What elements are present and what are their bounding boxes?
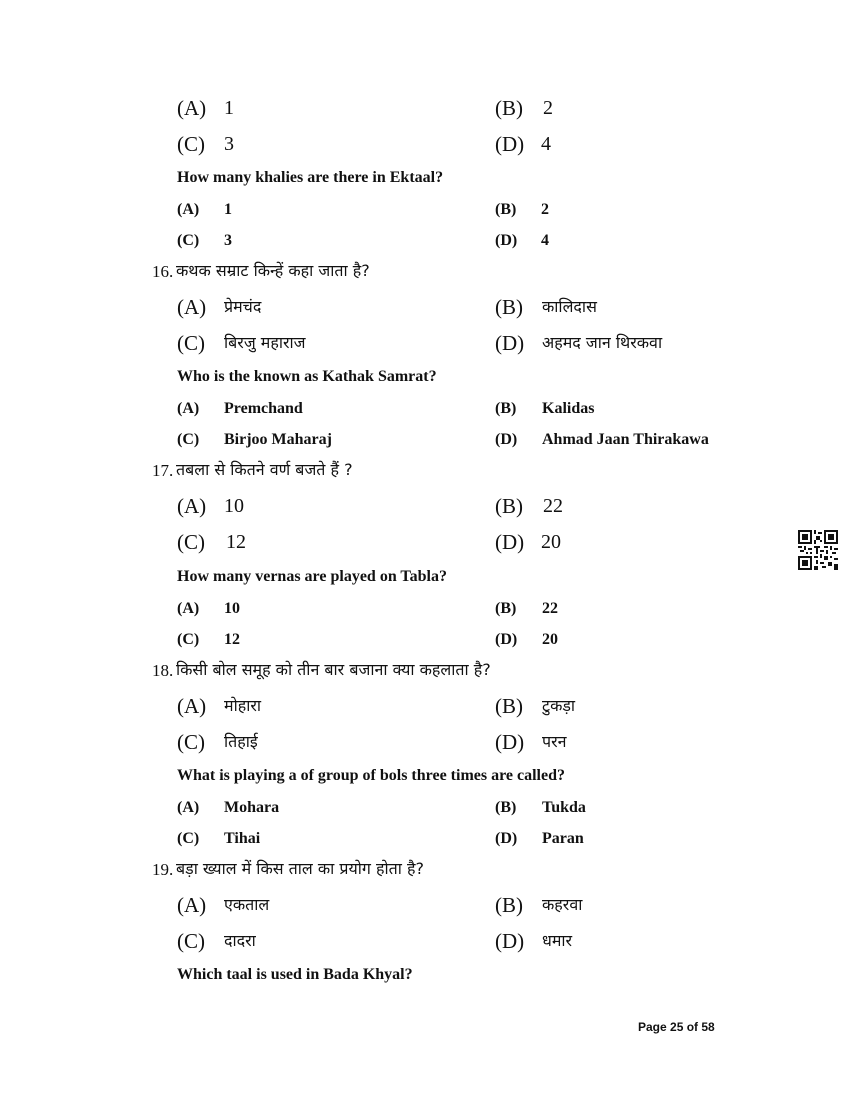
q18-en-option-a-text: Mohara xyxy=(224,799,280,816)
q18-en-option-d-text: Paran xyxy=(542,830,584,847)
q18-en-option-c-label: (C) xyxy=(177,830,200,847)
q19-hi-option-d-label: (D) xyxy=(495,929,525,953)
q16-question-hi: कथक सम्राट किन्हें कहा जाता है? xyxy=(176,261,370,280)
q16-en-option-d-text: Ahmad Jaan Thirakawa xyxy=(542,431,709,448)
q16-en-option-b-text: Kalidas xyxy=(542,400,595,417)
q15-hi-option-c-label: (C) xyxy=(177,132,205,156)
q17-hi-option-a-label: (A) xyxy=(177,494,207,518)
q17-hi-option-d-label: (D) xyxy=(495,530,525,554)
q17-en-option-a-label: (A) xyxy=(177,600,200,617)
q18-en-option-b-label: (B) xyxy=(495,799,517,816)
q19-hi-option-c-text: दादरा xyxy=(224,931,256,950)
q16-hi-option-a-label: (A) xyxy=(177,295,207,319)
q19-number: 19. xyxy=(152,860,174,879)
q17-en-option-c-text: 12 xyxy=(224,631,240,648)
q18-hi-option-a-text: मोहारा xyxy=(224,696,262,715)
q18-hi-option-b-text: टुकड़ा xyxy=(542,696,576,715)
q15-en-option-d-text: 4 xyxy=(541,232,549,249)
q18-hi-option-c-label: (C) xyxy=(177,730,205,754)
q17-en-option-b-text: 22 xyxy=(542,600,558,617)
q15-hi-option-a-text: 1 xyxy=(224,97,234,119)
q15-en-option-b-text: 2 xyxy=(541,201,549,218)
q19-hi-option-c-label: (C) xyxy=(177,929,205,953)
q17-en-option-a-text: 10 xyxy=(224,600,240,617)
q17-en-option-c-label: (C) xyxy=(177,631,200,648)
q16-hi-option-a-text: प्रेमचंद xyxy=(224,297,262,316)
q18-hi-option-d-label: (D) xyxy=(495,730,525,754)
q17-hi-option-c-text: 12 xyxy=(226,531,246,553)
q16-number: 16. xyxy=(152,262,174,281)
q15-en-option-a-label: (A) xyxy=(177,201,200,218)
q18-hi-option-d-text: परन xyxy=(542,732,567,751)
q19-hi-option-b-label: (B) xyxy=(495,893,523,917)
q17-hi-option-c-label: (C) xyxy=(177,530,205,554)
q18-en-option-b-text: Tukda xyxy=(542,799,586,816)
q18-question-en: What is playing a of group of bols three times are called? xyxy=(177,767,565,784)
q19-hi-option-a-text: एकताल xyxy=(224,895,270,914)
q15-hi-option-c-text: 3 xyxy=(224,133,234,155)
q17-hi-option-b-text: 22 xyxy=(543,495,563,517)
q15-hi-option-b-text: 2 xyxy=(543,97,553,119)
q16-hi-option-b-label: (B) xyxy=(495,295,523,319)
q15-en-option-d-label: (D) xyxy=(495,232,518,249)
q16-hi-option-d-text: अहमद जान थिरकवा xyxy=(542,333,663,352)
q15-en-option-c-text: 3 xyxy=(224,232,232,249)
q16-en-option-a-text: Premchand xyxy=(224,400,303,417)
q18-hi-option-a-label: (A) xyxy=(177,694,207,718)
q16-en-option-c-text: Birjoo Maharaj xyxy=(224,431,332,448)
q16-hi-option-d-label: (D) xyxy=(495,331,525,355)
q17-number: 17. xyxy=(152,461,174,480)
q18-en-option-c-text: Tihai xyxy=(224,830,261,847)
q16-question-en: Who is the known as Kathak Samrat? xyxy=(177,368,437,385)
q15-hi-option-b-label: (B) xyxy=(495,96,523,120)
q15-en-option-a-text: 1 xyxy=(224,201,232,218)
q16-en-option-a-label: (A) xyxy=(177,400,200,417)
page-number: Page 25 of 58 xyxy=(638,1020,715,1034)
q16-en-option-c-label: (C) xyxy=(177,431,200,448)
q16-hi-option-c-text: बिरजु महाराज xyxy=(224,333,306,352)
q18-number: 18. xyxy=(152,661,174,680)
q19-question-en: Which taal is used in Bada Khyal? xyxy=(177,966,413,983)
q17-question-en: How many vernas are played on Tabla? xyxy=(177,568,447,585)
q17-hi-option-d-text: 20 xyxy=(541,531,561,553)
q19-hi-option-a-label: (A) xyxy=(177,893,207,917)
q16-en-option-b-label: (B) xyxy=(495,400,517,417)
q16-en-option-d-label: (D) xyxy=(495,431,518,448)
q15-en-option-b-label: (B) xyxy=(495,201,517,218)
q17-hi-option-a-text: 10 xyxy=(224,495,244,517)
q17-hi-option-b-label: (B) xyxy=(495,494,523,518)
q17-en-option-b-label: (B) xyxy=(495,600,517,617)
q18-en-option-d-label: (D) xyxy=(495,830,518,847)
q19-hi-option-b-text: कहरवा xyxy=(542,895,583,914)
q17-en-option-d-label: (D) xyxy=(495,631,518,648)
q17-en-option-d-text: 20 xyxy=(542,631,558,648)
q19-hi-option-d-text: धमार xyxy=(542,931,573,950)
q17-question-hi: तबला से कितने वर्ण बजते हैं ? xyxy=(176,460,353,479)
q18-question-hi: किसी बोल समूह को तीन बार बजाना क्या कहलाता है? xyxy=(176,660,491,679)
q15-hi-option-d-label: (D) xyxy=(495,132,525,156)
q18-hi-option-c-text: तिहाई xyxy=(224,732,258,751)
q19-question-hi: बड़ा ख्याल में किस ताल का प्रयोग होता है? xyxy=(176,859,424,878)
q18-hi-option-b-label: (B) xyxy=(495,694,523,718)
qr-code-icon xyxy=(798,530,838,570)
q15-en-option-c-label: (C) xyxy=(177,232,200,249)
q16-hi-option-c-label: (C) xyxy=(177,331,205,355)
q15-question-en: How many khalies are there in Ektaal? xyxy=(177,169,444,186)
q18-en-option-a-label: (A) xyxy=(177,799,200,816)
q16-hi-option-b-text: कालिदास xyxy=(542,297,597,316)
q15-hi-option-d-text: 4 xyxy=(541,133,551,155)
q15-hi-option-a-label: (A) xyxy=(177,96,207,120)
